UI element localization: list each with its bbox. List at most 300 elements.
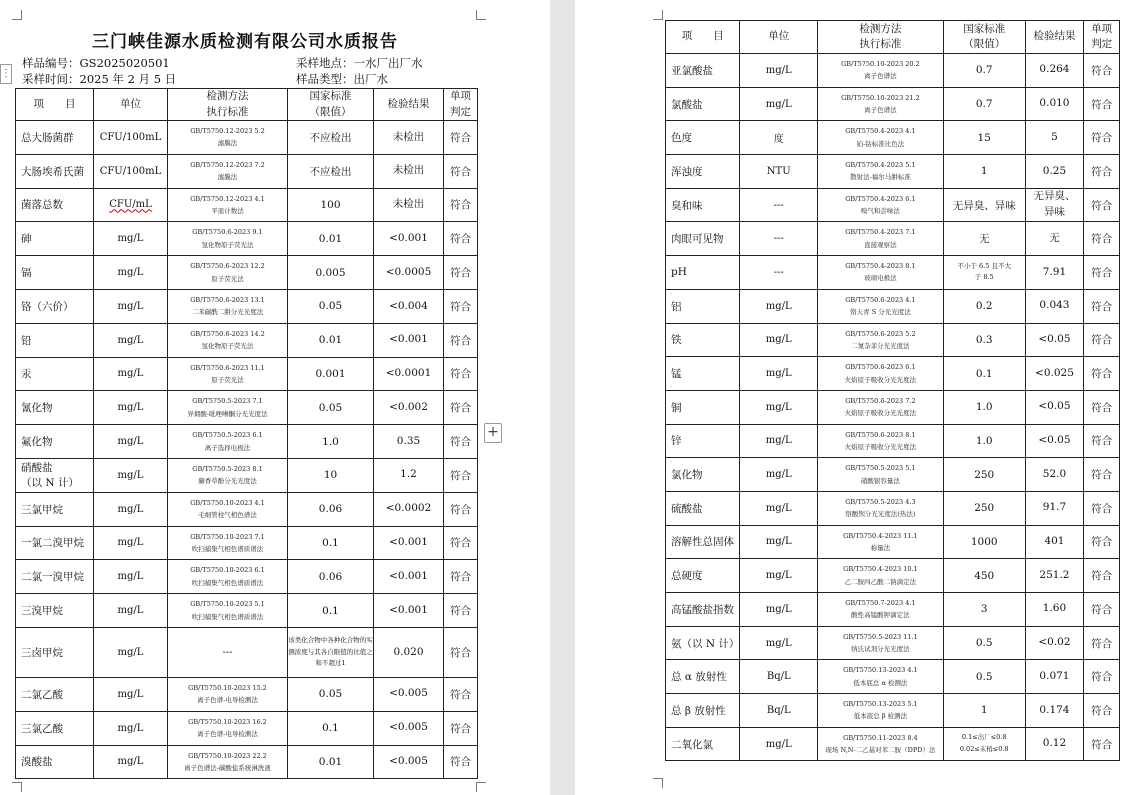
header-unit-line: 单位 <box>120 97 141 110</box>
cell-item: 总大肠菌群 <box>16 121 94 155</box>
method-standard-code: GB/T5750.6-2023 7.2 <box>845 396 916 405</box>
cell-method <box>168 492 288 526</box>
cell-result: 0.25 <box>1025 155 1084 189</box>
method-standard-code: GB/T5750.4-2023 11.1 <box>843 531 918 540</box>
cell-unit-text: --- <box>773 233 784 245</box>
cell-standard-limit: 0.001 <box>288 357 374 391</box>
cell-verdict: 符合 <box>444 677 478 711</box>
method-name: 火焰原子吸收分光光度法 <box>844 409 917 418</box>
cell-unit-text: CFU/mL <box>109 199 152 211</box>
table-row <box>16 492 478 526</box>
cell-unit-text: Bq/L <box>766 704 791 716</box>
sampling-site-label: 采样地点： <box>296 56 354 70</box>
table-row <box>666 155 1120 189</box>
cell-standard-limit: 0.01 <box>288 323 374 357</box>
cell-item: 臭和味 <box>666 188 740 222</box>
method-name: 异烟酸-吡唑啉酮分光光度法 <box>187 409 268 418</box>
method-standard-code: GB/T5750.10-2023 7.1 <box>190 532 265 541</box>
cell-method <box>168 526 288 560</box>
method-standard-code: --- <box>222 646 233 658</box>
table-row <box>666 188 1120 222</box>
cell-standard-limit: 该类化合物中各种化合物的实测浓度与其各自限值的比值之和不超过1 <box>288 627 374 677</box>
cell-item: 铜 <box>666 390 740 424</box>
cell-method <box>818 121 944 155</box>
cell-method <box>168 391 288 425</box>
method-standard-code: GB/T5750.4-2023 10.1 <box>843 565 918 574</box>
cell-result: <0.0002 <box>374 492 444 526</box>
crop-mark <box>653 10 663 20</box>
cell-item: 色度 <box>666 121 740 155</box>
cell-unit <box>740 54 818 88</box>
cell-unit-text: mg/L <box>117 756 144 768</box>
method-name: 乙二胺四乙酸二钠滴定法 <box>844 577 917 586</box>
cell-unit-text: --- <box>773 199 784 211</box>
cell-verdict: 符合 <box>1084 54 1120 88</box>
table-row <box>16 425 478 459</box>
cell-unit-text: mg/L <box>765 64 792 76</box>
cell-standard-limit: 无异臭、异味 <box>943 188 1025 222</box>
cell-item: 一氯二溴甲烷 <box>16 526 94 560</box>
method-name: 原子荧光法 <box>211 375 244 384</box>
cell-method <box>818 54 944 88</box>
cell-standard-limit: 不小于 6.5 且不大 于 8.5 <box>943 256 1025 290</box>
cell-method <box>818 87 944 121</box>
cell-method <box>168 677 288 711</box>
cell-result: 未检出 <box>374 188 444 222</box>
table-row <box>666 694 1120 728</box>
method-standard-code: GB/T5750.10-2023 5.1 <box>190 600 265 609</box>
cell-result: <0.005 <box>374 677 444 711</box>
cell-unit <box>94 121 168 155</box>
table-row <box>16 458 478 492</box>
cell-unit-text: mg/L <box>765 570 792 582</box>
method-name: 吹扫捕集气相色谱质谱法 <box>191 544 264 553</box>
cell-standard-limit: 0.05 <box>288 391 374 425</box>
cell-verdict: 符合 <box>1084 256 1120 290</box>
cell-item: 总 α 放射性 <box>666 660 740 694</box>
cell-item: 氯化物 <box>666 458 740 492</box>
cell-method <box>818 424 944 458</box>
cell-unit <box>740 121 818 155</box>
cell-method <box>818 323 944 357</box>
cell-unit <box>740 256 818 290</box>
cell-verdict: 符合 <box>1084 188 1120 222</box>
method-standard-code: GB/T5750.12-2023 5.2 <box>190 127 265 136</box>
method-standard-code: GB/T5750.10-2023 15.2 <box>188 684 267 692</box>
cell-verdict: 符合 <box>1084 525 1120 559</box>
header-standard <box>288 89 374 121</box>
table-row <box>666 593 1120 627</box>
report-title: 三门峡佳源水质检测有限公司水质报告 <box>92 32 398 52</box>
method-name: 麝香草酚分光光度法 <box>198 477 257 486</box>
method-name: 酸性高锰酸钾滴定法 <box>851 611 910 620</box>
method-name: 离子色谱法 <box>864 72 897 81</box>
cell-item: 氯酸盐 <box>666 87 740 121</box>
cell-result: <0.001 <box>374 222 444 256</box>
method-standard-code: GB/T5750.5-2023 4.3 <box>845 497 916 506</box>
cell-unit-text: Bq/L <box>766 671 791 683</box>
crop-mark <box>12 10 22 20</box>
method-name: 玻璃电极法 <box>864 274 897 283</box>
sampling-time-value: 2025 年 2 月 5 日 <box>79 72 177 86</box>
method-name: 称量法 <box>870 543 891 552</box>
cell-standard-limit: 0.7 <box>943 87 1025 121</box>
cell-method <box>168 256 288 290</box>
cell-unit <box>94 627 168 677</box>
cell-standard-limit: 0.05 <box>288 289 374 323</box>
cell-unit-text: mg/L <box>765 401 792 413</box>
header-result <box>1025 21 1084 54</box>
method-standard-code: GB/T5750.6-2023 9.1 <box>192 228 263 237</box>
cell-verdict: 符合 <box>1084 357 1120 391</box>
cell-unit-text: mg/L <box>765 435 792 447</box>
method-name: 散射法-福尔马肼标准 <box>850 173 911 182</box>
cell-item: 总硬度 <box>666 559 740 593</box>
method-standard-code: GB/T5750.13-2023 5.1 <box>843 700 918 709</box>
cell-verdict: 符合 <box>1084 626 1120 660</box>
method-name: 直接观察法 <box>864 240 897 249</box>
cell-unit-text: mg/L <box>765 738 792 750</box>
cell-result: <0.05 <box>1025 424 1084 458</box>
table-row <box>16 323 478 357</box>
header-verdict-line: 单项 <box>1091 22 1113 35</box>
cell-standard-limit: 0.7 <box>943 54 1025 88</box>
cell-verdict: 符合 <box>444 391 478 425</box>
cell-unit-text: 度 <box>773 134 784 146</box>
table-row <box>666 626 1120 660</box>
cell-standard-limit: 0.1 <box>943 357 1025 391</box>
cell-method <box>168 745 288 779</box>
page-side-handle-icon[interactable]: ⋮ <box>0 64 12 84</box>
method-name: 氢化物原子荧光法 <box>201 240 254 249</box>
cell-method <box>168 188 288 222</box>
cell-item: 铝 <box>666 289 740 323</box>
method-standard-code: GB/T5750.6-2023 12.2 <box>190 262 265 271</box>
cell-standard-limit: 1 <box>943 155 1025 189</box>
cell-unit-text: CFU/100mL <box>99 131 162 143</box>
cell-unit <box>740 559 818 593</box>
cell-unit <box>94 188 168 222</box>
cell-standard-limit: 250 <box>943 458 1025 492</box>
cell-result: 5 <box>1025 121 1084 155</box>
header-item-line: 项 目 <box>681 30 724 43</box>
method-standard-code: GB/T5750.5-2023 11.1 <box>843 632 918 641</box>
method-name: 滤膜法 <box>217 139 238 148</box>
cell-unit-text: mg/L <box>117 368 144 380</box>
cell-item: 浑浊度 <box>666 155 740 189</box>
method-standard-code: GB/T5750.4-2023 5.1 <box>845 161 916 170</box>
cell-unit <box>94 289 168 323</box>
cell-standard-limit: 1000 <box>943 525 1025 559</box>
cell-method <box>168 121 288 155</box>
cell-method <box>818 694 944 728</box>
cell-unit <box>94 256 168 290</box>
cell-unit <box>94 323 168 357</box>
method-name: 氢化物原子荧光法 <box>201 342 254 351</box>
cell-standard-limit: 0.06 <box>288 492 374 526</box>
cell-verdict: 符合 <box>1084 559 1120 593</box>
report-page-2 <box>575 0 1138 795</box>
method-standard-code: GB/T5750.12-2023 4.1 <box>190 194 265 203</box>
header-standard-line: 国家标准 <box>309 90 352 103</box>
cell-method <box>168 458 288 492</box>
cell-verdict: 符合 <box>1084 593 1120 627</box>
cell-verdict: 符合 <box>1084 491 1120 525</box>
cell-standard-limit: 15 <box>943 121 1025 155</box>
cell-item: 锰 <box>666 357 740 391</box>
cell-unit-text: mg/L <box>117 334 144 346</box>
method-standard-code: GB/T5750.7-2023 4.1 <box>845 599 916 607</box>
cell-unit <box>94 745 168 779</box>
cell-method <box>818 491 944 525</box>
method-name: 硝酸银容量法 <box>860 476 900 485</box>
table-row <box>666 559 1120 593</box>
method-name: 纳氏试剂分光光度法 <box>851 645 910 654</box>
cell-standard-limit: 450 <box>943 559 1025 593</box>
table-row <box>666 54 1120 88</box>
header-verdict <box>1084 21 1120 54</box>
cell-unit-text: mg/L <box>117 722 144 734</box>
sampling-time-label: 采样时间： <box>22 72 80 86</box>
cell-verdict: 符合 <box>444 458 478 492</box>
cell-unit <box>740 323 818 357</box>
method-name: 吹扫捕集气相色谱质谱法 <box>191 612 264 621</box>
cell-result: <0.05 <box>1025 390 1084 424</box>
method-name: 现场 N,N-二乙基对苯二胺（DPD）法 <box>825 746 936 755</box>
report-page-1 <box>0 0 550 795</box>
cell-result: 1.60 <box>1025 593 1084 627</box>
cell-verdict: 符合 <box>444 425 478 459</box>
cell-result: 未检出 <box>374 154 444 188</box>
table-row <box>666 458 1120 492</box>
report-table-page-2 <box>665 20 1120 761</box>
sample-number <box>22 55 170 71</box>
cell-method <box>168 357 288 391</box>
cell-result: 0.174 <box>1025 694 1084 728</box>
cell-unit-text: mg/L <box>765 603 792 615</box>
method-standard-code: GB/T5750.6-2023 8.1 <box>845 430 916 439</box>
cell-unit <box>740 222 818 256</box>
cell-verdict: 符合 <box>444 188 478 222</box>
cell-item: 硝酸盐 （以 N 计） <box>16 458 94 492</box>
cell-verdict: 符合 <box>444 121 478 155</box>
cell-item: pH <box>666 256 740 290</box>
cell-unit-text: NTU <box>766 165 791 177</box>
cell-unit <box>740 593 818 627</box>
cell-unit <box>740 357 818 391</box>
header-unit-line: 单位 <box>768 30 790 43</box>
cell-unit-text: mg/L <box>117 402 144 414</box>
cell-item: 二氧化氯 <box>666 727 740 761</box>
add-section-button[interactable]: + <box>484 423 502 443</box>
header-standard-line: （限值） <box>309 105 352 118</box>
cell-item: 铅 <box>16 323 94 357</box>
cell-standard-limit: 不应检出 <box>288 121 374 155</box>
cell-result: <0.0001 <box>374 357 444 391</box>
header-unit <box>94 89 168 121</box>
cell-unit <box>740 491 818 525</box>
cell-item: 氰化物 <box>16 391 94 425</box>
header-method-line: 执行标准 <box>859 38 902 50</box>
table-row <box>16 154 478 188</box>
cell-unit <box>94 560 168 594</box>
cell-unit <box>740 424 818 458</box>
cell-item: 氟化物 <box>16 425 94 459</box>
cell-standard-limit: 1.0 <box>943 390 1025 424</box>
cell-result: 0.071 <box>1025 660 1084 694</box>
table-header-row <box>666 21 1120 54</box>
cell-standard-limit: 0.005 <box>288 256 374 290</box>
method-standard-code: GB/T5750.13-2023 4.1 <box>843 666 918 675</box>
header-result <box>374 89 444 121</box>
cell-result: 无 <box>1025 222 1084 256</box>
cell-verdict: 符合 <box>1084 121 1120 155</box>
cell-method <box>818 525 944 559</box>
cell-unit <box>740 188 818 222</box>
cell-unit <box>94 594 168 628</box>
cell-item: 大肠埃希氏菌 <box>16 154 94 188</box>
cell-verdict: 符合 <box>444 289 478 323</box>
method-standard-code: GB/T5750.5-2023 5.1 <box>845 464 916 473</box>
cell-item: 锌 <box>666 424 740 458</box>
method-standard-code: GB/T5750.6-2023 4.1 <box>845 295 916 304</box>
cell-unit <box>740 458 818 492</box>
table-row <box>666 660 1120 694</box>
cell-unit-text: mg/L <box>765 98 792 110</box>
cell-unit <box>94 677 168 711</box>
table-row <box>666 121 1120 155</box>
cell-item: 铁 <box>666 323 740 357</box>
header-method <box>818 21 944 54</box>
sample-type-value: 出厂水 <box>353 72 388 86</box>
sampling-time <box>22 71 176 87</box>
cell-verdict: 符合 <box>1084 424 1120 458</box>
cell-unit-text: mg/L <box>117 571 144 583</box>
cell-standard-limit: 0.05 <box>288 677 374 711</box>
method-standard-code: GB/T5750.4-2023 8.1 <box>845 262 916 271</box>
cell-verdict: 符合 <box>1084 87 1120 121</box>
cell-method <box>168 425 288 459</box>
method-standard-code: GB/T5750.11-2023 8.4 <box>843 733 918 742</box>
cell-item: 三氯乙酸 <box>16 711 94 745</box>
cell-item: 三氯甲烷 <box>16 492 94 526</box>
method-standard-code: GB/T5750.6-2023 11.1 <box>190 363 265 372</box>
cell-item: 菌落总数 <box>16 188 94 222</box>
cell-method <box>818 289 944 323</box>
header-standard-line: （限值） <box>963 38 1006 50</box>
method-name: 离子色谱法 <box>864 106 897 115</box>
cell-item: 镉 <box>16 256 94 290</box>
cell-standard-limit: 不应检出 <box>288 154 374 188</box>
sampling-site-value: 一水厂出厂水 <box>353 56 423 70</box>
cell-item: 溶解性总固体 <box>666 525 740 559</box>
cell-unit-text: mg/L <box>765 637 792 649</box>
cell-standard-limit: 0.3 <box>943 323 1025 357</box>
cell-result: <0.004 <box>374 289 444 323</box>
cell-result: <0.005 <box>374 745 444 779</box>
table-row <box>16 677 478 711</box>
cell-standard-limit: 0.1 <box>288 711 374 745</box>
header-item <box>16 89 94 121</box>
cell-unit <box>94 222 168 256</box>
cell-unit <box>94 458 168 492</box>
cell-result: 0.35 <box>374 425 444 459</box>
method-standard-code: GB/T5750.4-2023 7.1 <box>845 228 916 237</box>
method-standard-code: GB/T5750.4-2023 4.1 <box>845 127 916 136</box>
cell-method <box>168 594 288 628</box>
cell-unit-text: mg/L <box>117 233 144 245</box>
cell-item: 二氯一溴甲烷 <box>16 560 94 594</box>
table-row <box>666 390 1120 424</box>
cell-standard-limit: 1.0 <box>943 424 1025 458</box>
cell-unit <box>94 526 168 560</box>
header-method-line: 执行标准 <box>206 105 249 118</box>
method-standard-code: GB/T5750.5-2023 6.1 <box>192 431 263 440</box>
sample-number-label: 样品编号： <box>22 56 80 70</box>
method-name: 毛细管柱气相色谱法 <box>198 511 257 520</box>
table-header-row <box>16 89 478 121</box>
header-method-line: 检测方法 <box>859 22 902 35</box>
cell-result: 0.020 <box>374 627 444 677</box>
cell-unit <box>740 694 818 728</box>
header-item <box>666 21 740 54</box>
table-row <box>16 188 478 222</box>
table-row <box>16 627 478 677</box>
table-row <box>666 491 1120 525</box>
header-verdict-line: 单项 <box>450 90 471 103</box>
cell-result: <0.001 <box>374 323 444 357</box>
cell-standard-limit: 250 <box>943 491 1025 525</box>
table-row <box>16 222 478 256</box>
header-unit <box>740 21 818 54</box>
cell-method <box>168 627 288 677</box>
sample-type <box>296 71 388 87</box>
table-row <box>16 594 478 628</box>
cell-method <box>818 458 944 492</box>
method-standard-code: GB/T5750.10-2023 21.2 <box>841 93 920 102</box>
cell-method <box>818 559 944 593</box>
cell-unit-text: mg/L <box>117 537 144 549</box>
cell-verdict: 符合 <box>444 154 478 188</box>
cell-unit-text: mg/L <box>765 502 792 514</box>
cell-method <box>818 256 944 290</box>
cell-item: 亚氯酸盐 <box>666 54 740 88</box>
header-result-line: 检验结果 <box>1033 30 1076 43</box>
method-name: 平皿计数法 <box>211 206 244 215</box>
method-name: 铬酸钡分光光度法(热法) <box>845 510 916 519</box>
cell-unit-text: CFU/100mL <box>99 165 162 177</box>
cell-standard-limit: 1.0 <box>288 425 374 459</box>
cell-unit-text: mg/L <box>117 646 144 658</box>
cell-verdict: 符合 <box>444 745 478 779</box>
cell-verdict: 符合 <box>444 357 478 391</box>
table-row <box>16 745 478 779</box>
cell-standard-limit: 0.1≤出厂≤0.8 0.02≤末梢≤0.8 <box>943 727 1025 761</box>
cell-unit <box>740 727 818 761</box>
method-name: 低本底总 α 检测法 <box>853 678 908 687</box>
cell-unit-text: mg/L <box>117 267 144 279</box>
header-standard-line: 国家标准 <box>963 22 1006 35</box>
cell-standard-limit: 0.06 <box>288 560 374 594</box>
method-name: 火焰原子吸收分光光度法 <box>844 375 917 384</box>
cell-verdict: 符合 <box>1084 458 1120 492</box>
cell-verdict: 符合 <box>1084 727 1120 761</box>
method-name: 离子选择电极法 <box>204 443 251 452</box>
sampling-site <box>296 55 423 71</box>
cell-unit-text: mg/L <box>765 300 792 312</box>
cell-result: 91.7 <box>1025 491 1084 525</box>
cell-verdict: 符合 <box>444 711 478 745</box>
